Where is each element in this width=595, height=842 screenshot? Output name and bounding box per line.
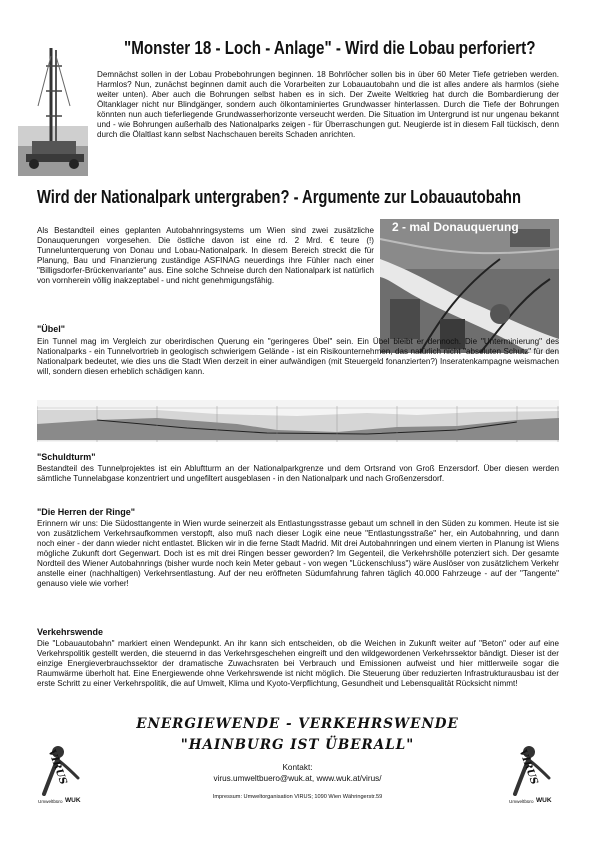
donauquerung-map (380, 219, 559, 353)
drilling-rig-photo (18, 46, 88, 176)
article2-title: Wird der Nationalpark untergraben? - Argumente zur Lobauautobahn (37, 187, 521, 207)
section-body-herren-der-ringe: Erinnern wir uns: Die Südosttangente in Wien wurde seinerzeit als Entlastungsstrasse gebaut um schnell in den Süden zu kommen. Heute ist sie von zusätzlichem Verkehrsaufkommen verstopft, also muß nach dieser Logik eine neue "Entlastungsstraße" her, ein Autobahnring, und dann noch einer - der dann wieder nicht entlastet. Blicken wir in die ferne Stadt Madrid. Mit drei Autobahnringen und einem vierten in Planung ist Wiens mögliche Zukunft dort Gegenwart. Doch ist es mit drei Ringen besser geworden? Im Gegenteil, die Verkehrshölle potenziert sich. Der gesamte Nordteil des Wiener Autobahnrings (bisher wurde noch kein Meter gebaut - von wegen "Lückenschluss") wäre Auslöser von zusätzlichem Verkehr anstelle einer (nachhaltigen) Verkehrsentlastung. Auf der neu eröffneten Südumfahrung fahren täglich 40.000 Fahrzeuge - auf der "Tangente" genauso viele wie vorher! (37, 519, 559, 589)
article1-body: Demnächst sollen in der Lobau Probebohrungen beginnen. 18 Bohrlöcher sollen bis in über 60 Meter Tiefe getrieben werden. Harmlos? Nun, zunächst beginnen damit auch die Vorarbeiten zur Lobauautobahn und die ist alles andere als harmlos (siehe weiter unten). Aber auch die Bohrungen selbst haben es in sich. Der Zweite Weltkrieg hat durch die Bombardierung der Öltanklager nicht nur Blindgänger, sondern auch ölkontaminiertes Grundwasser hinterlassen. Durch die Tiefe der Bohrungen könnten nun auch tieferliegende Grundwasserhorizonte verseucht werden. Die Situation im Untergrund ist nur ungenau bekannt und - wie Bohrungen außerhalb des Nationalparks zeigen - für Überraschungen gut. Neugierde ist in diesem Fall tückisch, denn durch die Ölaltlast kann selbst Nachschauen bereits Schaden anrichten. (97, 70, 559, 140)
logo-caption-left-1: Umweltbüro (38, 799, 63, 804)
slogan-hainburg: "HAINBURG IST ÜBERALL" (180, 737, 415, 753)
section-body-uebel: Ein Tunnel mag im Vergleich zur oberirdischen Querung ein "geringeres Übel" sein. Ein Übel bleibt er dennoch. Die "Unterminierung" des Nationalparks - ein Tunnelvortrieb in geologisch schwierigem Gelände - ist ein Risikounternehmen, das natürlich nicht "absoluten Schutz" für den Nationalpark bedeutet, wie dies uns die Stadt Wien derzeit in einer aufwändigen (mit Steuergeld fonanzierten?) Inseratenkampagne weismachen will, sondern diesen erheblich schädigen kann. (37, 337, 559, 377)
logo-caption-right-1: WUK (65, 797, 81, 804)
section-heading-uebel: "Übel" (37, 324, 66, 334)
virus-logo-right (507, 742, 557, 812)
article2-intro: Als Bestandteil eines geplanten Autobahnringsystems um Wien sind zwei zusätzliche Donauquerungen vorgesehen. Die östliche davon ist eine rd. 2 Mrd. € teure (!) Tunnelunterquerung von Donau und Lobau-Nationalpark. In diesem Bereich streckt die für Planung, Bau und Finanzierung zuständige ASFINAG neuerdings ihre Fühler nach einer "Billigsdorfer-Brückenvariante" aus. Eine solche Schneise durch den Nationalpark ist natürlich von vornherein völlig inakzeptabel - und nicht genehmigungsfähig. (37, 226, 374, 286)
logo-word-right: VIRUS (516, 748, 540, 787)
section-heading-schuldturm: "Schuldturm" (37, 452, 96, 462)
section-body-schuldturm: Bestandteil des Tunnelprojektes ist ein Abluftturm an der Nationalparkgrenze und dem Ortsrand von Groß Enzersdorf. Über diesen werden sämtliche Tunnelabgase konzentriert und ungefiltert ausgeblasen - in den Nationalpark und nach Großenzersdorf. (37, 464, 559, 484)
map-label: 2 - mal Donauquerung (392, 220, 519, 234)
article1-title: "Monster 18 - Loch - Anlage" - Wird die Lobau perforiert? (124, 37, 536, 58)
logo-word-left: VIRUS (45, 748, 69, 787)
section-heading-verkehrswende: Verkehrswende (37, 627, 104, 637)
section-body-verkehrswende: Die "Lobauautobahn" markiert einen Wendepunkt. An ihr kann sich entscheiden, ob die Weichen in Zukunft weiter auf "Beton" oder auf eine Verkehrspolitik gestellt werden, die steuernd in das Verkehrsgeschehen eingreift und den wildgewordenen Verkehrssektor bändigt. Dieser ist der einzige Energieverbrauchssektor der dramatische Zuwachsraten bei Verbrauch und Emissionen aufweist und hier mittlerweile sogar die Raumwärme überholt hat. Eine Energiewende ohne Verkehrswende ist nicht möglich. Die Steuerung über reduzierten Infrastrukturausbau ist der erste Schritt zu einer Verkehrspolitik, die auf Umwelt, Klima und Kyoto-Verpflichtung, Gesundheit und Lebensqualität Rücksicht nimmt! (37, 639, 559, 689)
contact-email: virus.umweltbuero@wuk.at, www.wuk.at/virus/ (213, 774, 382, 783)
slogan-energiewende: ENERGIEWENDE - VERKEHRSWENDE (136, 716, 459, 732)
tunnel-profile-diagram (37, 400, 559, 442)
logo-caption-right-2: WUK (536, 797, 552, 804)
logo-caption-left-2: Umweltbüro (509, 799, 534, 804)
contact-label: Kontakt: (282, 763, 313, 772)
virus-logo-left (36, 742, 86, 812)
impressum: Impressum: Umweltorganisation VIRUS; 1090 Wien Währingerstr.59 (212, 794, 383, 800)
section-heading-herren-der-ringe: "Die Herren der Ringe" (37, 507, 136, 517)
